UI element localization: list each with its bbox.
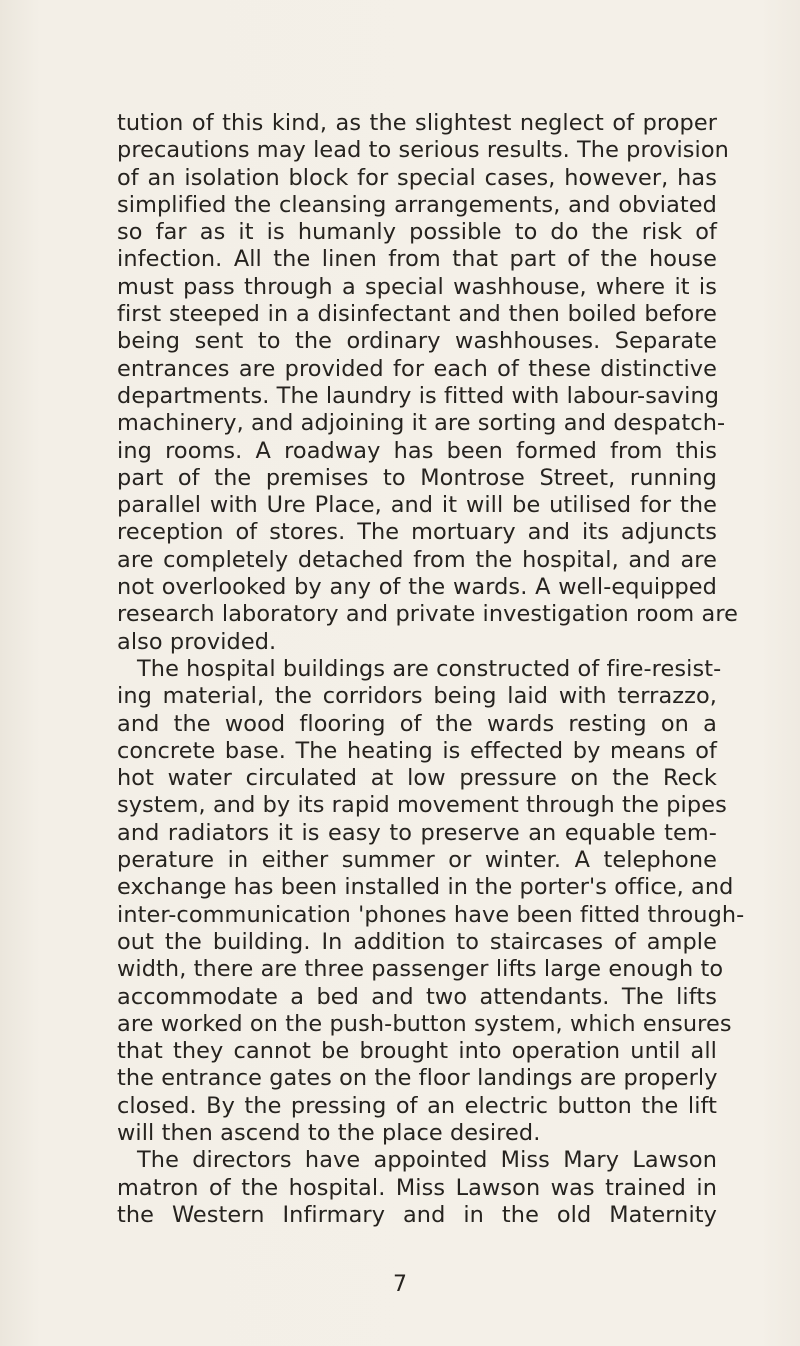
text-line: accommodate a bed and two attendants. The lifts [117, 983, 717, 1010]
text-line: parallel with Ure Place, and it will be utilised for the [117, 492, 717, 519]
text-line: concrete base. The heating is effected by means of [117, 737, 717, 764]
text-line: being sent to the ordinary washhouses. Separate [117, 328, 717, 355]
text-line: departments. The laundry is fitted with labour-saving [117, 382, 720, 409]
text-line: exchange has been installed in the porter's office, and [117, 874, 734, 901]
text-line: are completely detached from the hospital, and are [117, 546, 717, 573]
text-line: system, and by its rapid movement through the pipes [117, 792, 727, 819]
text-line: tution of this kind, as the slightest neglect of proper [117, 110, 717, 136]
text-line: will then ascend to the place desired. [117, 1119, 541, 1146]
text-line: first steeped in a disinfectant and then boiled before [117, 301, 717, 328]
text-line: also provided. [117, 628, 277, 655]
text-line: reception of stores. The mortuary and its adjuncts [117, 519, 717, 546]
text-line: ing material, the corridors being laid with terrazzo, [117, 683, 717, 710]
text-line: part of the premises to Montrose Street, running [117, 464, 717, 491]
text-line: simplified the cleansing arrangements, and obviated [117, 191, 717, 218]
text-line: The directors have appointed Miss Mary Lawson [137, 1147, 717, 1174]
text-line: and the wood flooring of the wards resting on a [117, 710, 717, 737]
text-line: the Western Infirmary and in the old Maternity [117, 1201, 717, 1228]
text-line: The hospital buildings are constructed of fire-resist- [137, 655, 722, 682]
body-text [117, 110, 745, 1229]
text-line: machinery, and adjoining it are sorting and despatch- [117, 410, 726, 437]
text-line: the entrance gates on the floor landings are properly [117, 1065, 718, 1092]
text-line: ing rooms. A roadway has been formed from this [117, 437, 717, 464]
text-line: infection. All the linen from that part of the house [117, 246, 717, 273]
page-number: 7 [393, 1272, 407, 1297]
text-line: so far as it is humanly possible to do the risk of [117, 219, 717, 246]
text-line: inter-communication 'phones have been fitted through- [117, 901, 745, 928]
text-line: perature in either summer or winter. A telephone [117, 847, 717, 874]
text-line: entrances are provided for each of these distinctive [117, 355, 717, 382]
text-line: that they cannot be brought into operation until all [117, 1038, 717, 1065]
text-line: are worked on the push-button system, which ensures [117, 1010, 732, 1037]
text-line: research laboratory and private investigation room are [117, 601, 739, 628]
text-line: must pass through a special washhouse, where it is [117, 273, 717, 300]
text-line: width, there are three passenger lifts large enough to [117, 956, 724, 983]
text-line: not overlooked by any of the wards. A well-equipped [117, 574, 717, 601]
text-line: precautions may lead to serious results. The provision [117, 137, 729, 164]
text-line: and radiators it is easy to preserve an equable tem- [117, 819, 717, 846]
text-line: hot water circulated at low pressure on the Reck [117, 765, 717, 792]
text-line: of an isolation block for special cases, however, has [117, 164, 717, 191]
text-line: out the building. In addition to staircases of ample [117, 928, 717, 955]
text-line: matron of the hospital. Miss Lawson was trained in [117, 1174, 717, 1201]
text-line: closed. By the pressing of an electric button the lift [117, 1092, 717, 1119]
